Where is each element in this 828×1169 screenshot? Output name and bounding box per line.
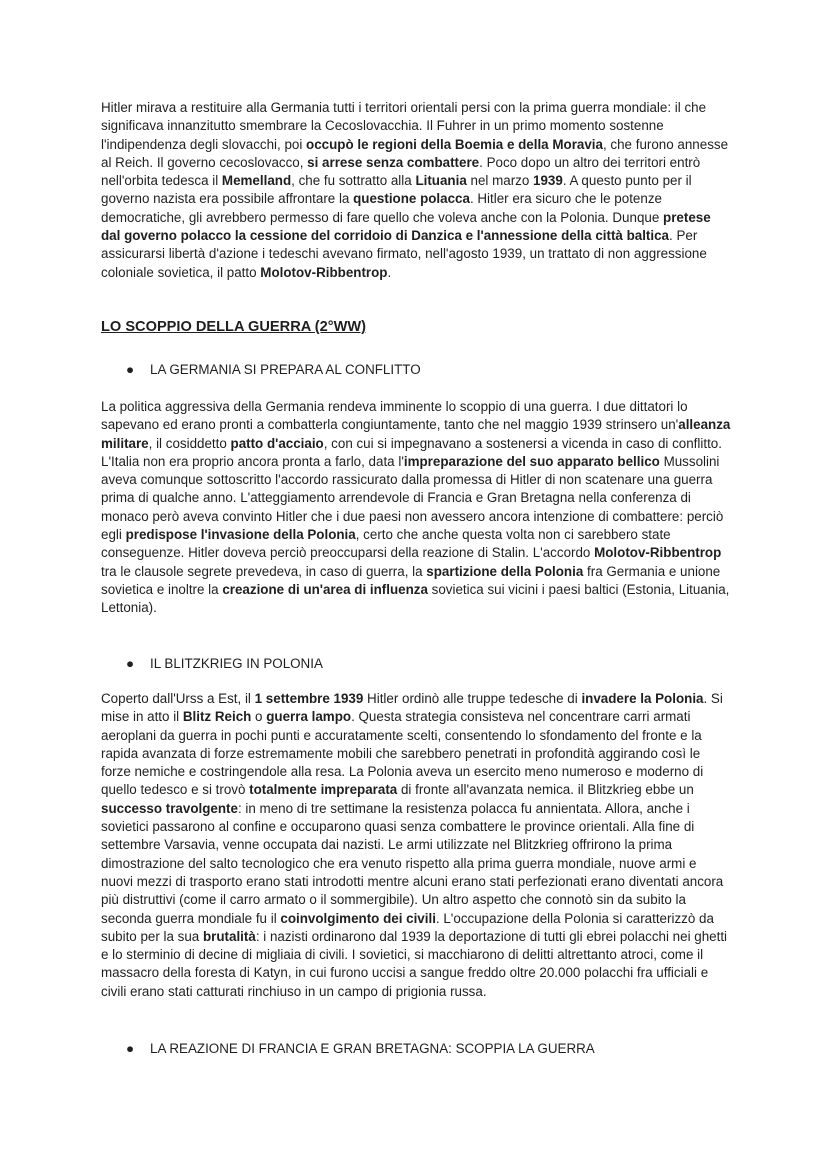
text-run: , che fu sottratto alla — [291, 173, 416, 189]
bold-text-run: 1 settembre 1939 — [254, 691, 364, 706]
text-run: Mussolini aveva comunque sottoscritto l'accordo rassicurato dalla promessa di Hitler di non scatenare una guerra prima di qualche anno. L'atteggiamento arrendevole di Francia e Gran Bretagna nella conferenza di monaco però aveva convinto Hitler che i due paesi non avessero ancora intenzione di combattere: perciò egli — [101, 453, 724, 543]
paragraph-germania-si-prepara — [101, 398, 731, 618]
text-run: . — [387, 264, 392, 280]
bold-text-run: impreparazione del suo apparato bellico — [403, 453, 660, 469]
bold-text-run: guerra lampo — [266, 709, 352, 725]
bold-text-run: totalmente impreparata — [249, 782, 398, 798]
text-run: o — [251, 709, 267, 725]
bold-text-run: patto d'acciaio — [230, 435, 324, 451]
text-run: . Questa strategia consisteva nel concentrare carri armati aeroplani da guerra in pochi punti e accuratamente scelti, consentendo lo sfondamento del fronte e la rapida avanzata di forze estremamente mobili che sarebbero penetrati in profondità aggirando così le forze nemiche e costringendole alla resa. La Polonia aveva un esercito meno numeroso e moderno di quello tedesco e si trovò — [101, 709, 704, 798]
bold-text-run: successo travolgente — [101, 800, 238, 816]
text-run: , che furono annesse al Reich. Il governo cecoslovacco, — [101, 136, 729, 170]
text-run: Coperto dall'Urss a Est, il — [101, 691, 255, 706]
paragraph-blitzkrieg — [101, 690, 731, 1001]
bold-text-run: Molotov-Ribbentrop — [594, 545, 722, 561]
bold-text-run: spartizione della Polonia — [426, 563, 584, 579]
bullet-label: LA REAZIONE DI FRANCIA E GRAN BRETAGNA: SCOPPIA LA GUERRA — [150, 1041, 595, 1056]
text-run: Hitler ordinò alle truppe tedesche di — [363, 691, 582, 706]
text-run: nel marzo — [466, 173, 534, 189]
bullet-label: IL BLITZKRIEG IN POLONIA — [150, 656, 323, 671]
text-run: . Si mise in atto il — [101, 691, 723, 725]
bullet-item-blitzkrieg — [126, 655, 323, 673]
text-run: : i nazisti ordinarono dal 1939 la deportazione di tutti gli ebrei polacchi nei ghetti e lo sterminio di decine di migliaia di civili. I sovietici, si macchiarono di delitti altrettanto atroci, come il massacro della foresta di Katyn, in cui furono uccisi a sangue freddo oltre 20.000 polacchi fra ufficiali e civili erano stati catturati rinchiuso in un campo di prigionia russa. — [101, 928, 728, 999]
bullet-dot-icon: ● — [126, 1041, 135, 1056]
bold-text-run: pretese dal governo polacco la cessione del corridoio di Danzica e l'annessione della città baltica — [101, 209, 711, 244]
bullet-item-reazione — [126, 1040, 595, 1058]
bold-text-run: Blitz Reich — [182, 709, 252, 725]
text-run: di fronte all'avanzata nemica. il Blitzkrieg ebbe un — [397, 782, 694, 798]
paragraph-cecoslovacchia — [101, 99, 731, 282]
bold-text-run: Molotov-Ribbentrop — [260, 264, 388, 280]
text-run: tra le clausole segrete prevedeva, in caso di guerra, la — [101, 563, 427, 579]
text-run: : in meno di tre settimane la resistenza polacca fu annientata. Allora, anche i sovietici passarono al confine e occuparono quasi senza combattere le province orientali. Alla fine di settembre Varsavia, venne occupata dai nazisti. Le armi utilizzate nel Blitzkrieg offrirono la prima dimostrazione del salto tecnologico che era venuto rispetto alla prima guerra mondiale, nuove armi e nuovi mezzi di trasporto erano stati introdotti mentre alcuni erano stati perfezionati erano diventati ancora più distruttivi (come il carro armato o il sommergibile). Un altro aspetto che connotò sin da subito la seconda guerra mondiale fu il — [101, 800, 724, 926]
text-run: , certo che anche questa volta non ci sarebbero state conseguenze. Hitler doveva perciò preoccuparsi della reazione di Stalin. L'accordo — [101, 527, 671, 561]
text-run: . Poco dopo un altro dei territori entrò nell'orbita tedesca il — [101, 154, 701, 189]
text-run: . Per assicurarsi libertà d'azione i tedeschi avevano firmato, nell'agosto 1939, un trattato di non aggressione coloniale sovietica, il patto — [101, 228, 707, 280]
bold-text-run: si arrese senza combattere — [307, 154, 480, 170]
text-run: , il cosiddetto — [148, 435, 231, 451]
bold-text-run: predispose l'invasione della Polonia — [125, 527, 356, 543]
section-heading: LO SCOPPIO DELLA GUERRA (2°WW) — [101, 319, 367, 335]
text-run: fra Germania e unione sovietica e inoltre la — [101, 563, 721, 597]
bold-text-run: coinvolgimento dei civili — [280, 910, 436, 926]
bullet-dot-icon: ● — [126, 656, 135, 671]
bold-text-run: 1939 — [533, 173, 563, 189]
bold-text-run: creazione di un'area di influenza — [222, 581, 428, 597]
bold-text-run: Memelland — [221, 173, 292, 189]
bold-text-run: occupò le regioni della Boemia e della Moravia — [306, 136, 603, 152]
text-run: . L'occupazione della Polonia si caratterizzò da subito per la sua — [101, 910, 714, 944]
text-run: Hitler mirava a restituire alla Germania tutti i territori orientali persi con la prima guerra mondiale: il che significava innanzitutto smembrare la Cecoslovacchia. Il Fuhrer in un primo momento sostenne l'indipendenza degli slovacchi, poi — [101, 100, 707, 152]
bullet-dot-icon: ● — [126, 362, 135, 377]
text-run: sovietica sui vicini i paesi baltici (Estonia, Lituania, Lettonia). — [101, 581, 730, 616]
text-run: . A questo punto per il governo nazista era possibile affrontare la — [101, 173, 692, 207]
bold-text-run: brutalità — [202, 928, 256, 944]
bold-text-run: Lituania — [415, 173, 467, 189]
bold-text-run: alleanza militare — [101, 417, 731, 451]
text-run: . Hitler era sicuro che le potenze democratiche, gli avrebbero permesso di fare quello che voleva anche con la Polonia. Dunque — [101, 191, 664, 225]
bold-text-run: questione polacca — [353, 191, 470, 207]
bullet-label: LA GERMANIA SI PREPARA AL CONFLITTO — [150, 362, 421, 377]
bullet-item-germania — [126, 361, 421, 379]
text-run: , con cui si impegnavano a sostenersi a vicenda in caso di conflitto. L'Italia non era proprio ancora pronta a farlo, data l' — [101, 435, 722, 469]
text-run: La politica aggressiva della Germania rendeva imminente lo scoppio di una guerra. I due dittatori lo sapevano ed erano pronti a combatterla congiuntamente, tanto che nel maggio 1939 strinsero un' — [101, 399, 688, 433]
bold-text-run: invadere la Polonia — [581, 691, 704, 706]
